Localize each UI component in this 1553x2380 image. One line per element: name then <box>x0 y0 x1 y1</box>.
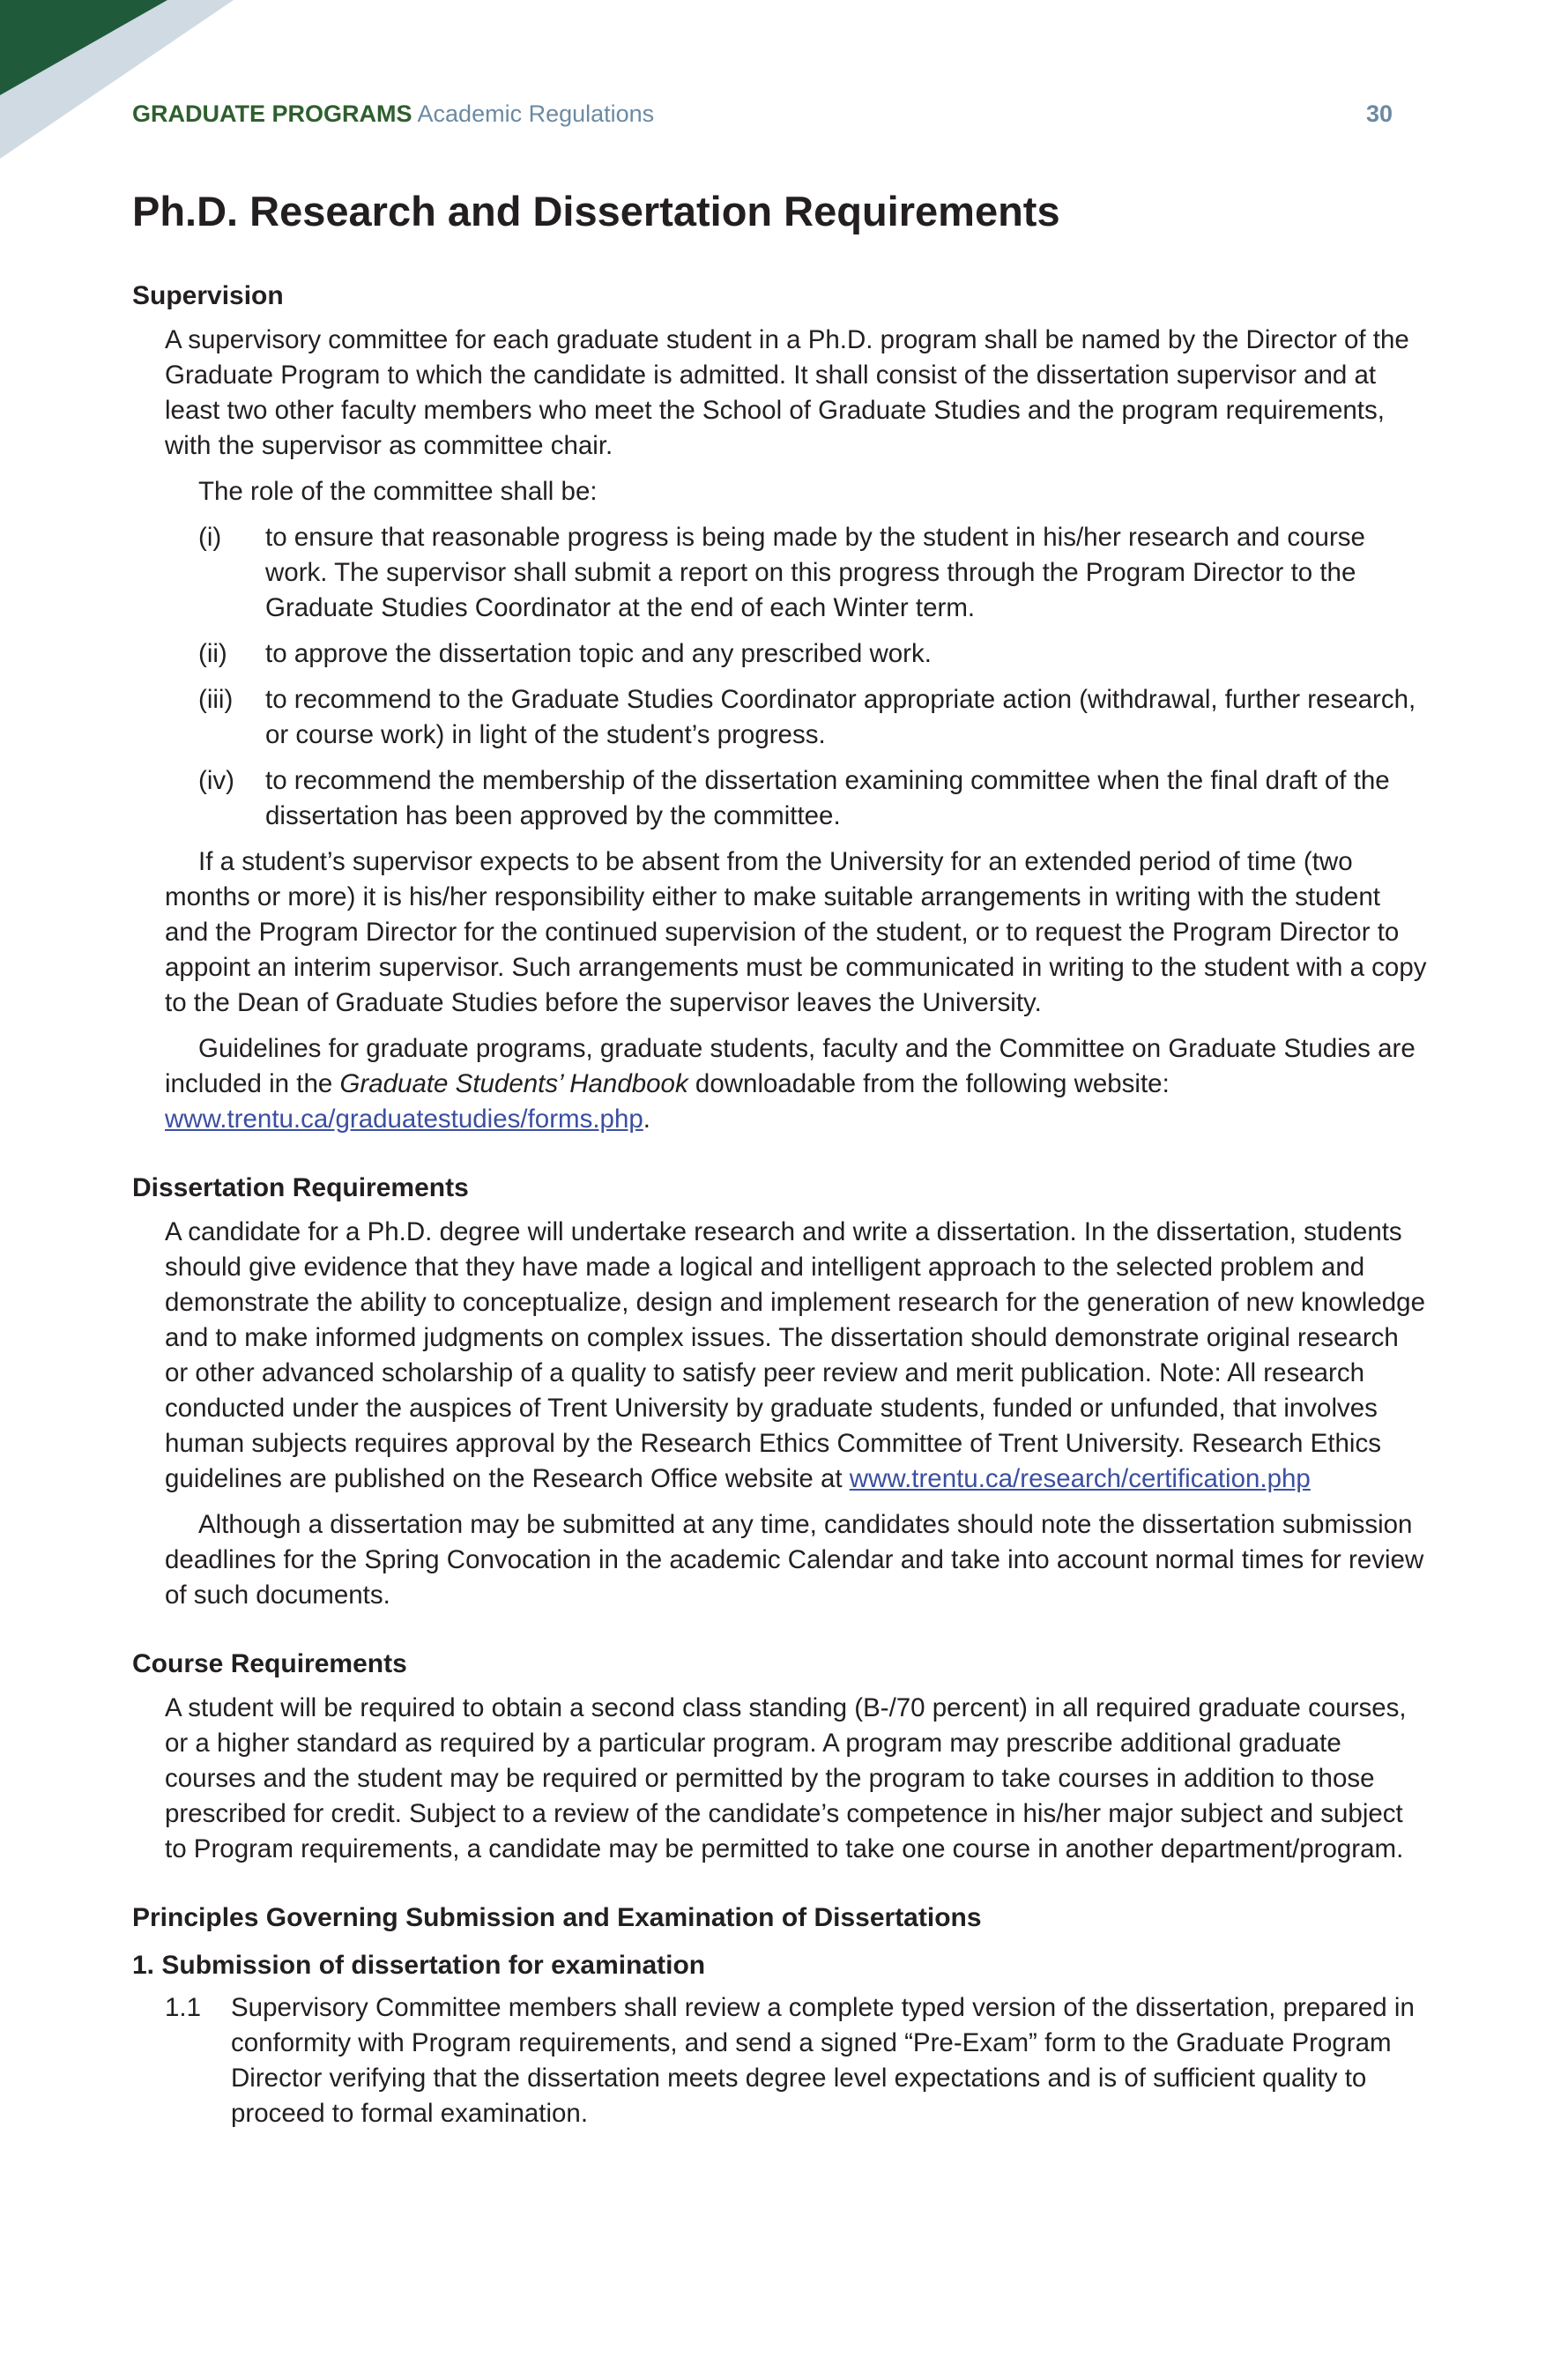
certification-link[interactable]: www.trentu.ca/research/certification.php <box>849 1464 1311 1493</box>
role-marker: (i) <box>198 523 222 552</box>
role-text: to recommend to the Graduate Studies Coordinator appropriate action (withdrawal, further research, or course work) in light of the student’s progress. <box>265 685 1416 749</box>
committee-role-intro: The role of the committee shall be: <box>198 477 598 506</box>
supervision-heading: Supervision <box>132 281 284 310</box>
role-item <box>165 682 1428 753</box>
role-marker: (ii) <box>198 639 227 668</box>
guidelines-period: . <box>643 1104 650 1134</box>
role-text: to approve the dissertation topic and any prescribed work. <box>265 639 932 668</box>
submission-item <box>165 1990 1428 2131</box>
role-marker: (iv) <box>198 766 234 795</box>
supervision-paragraph-1: A supervisory committee for each graduate student in a Ph.D. program shall be named by the Director of the Graduate Program to which the candidate is admitted. It shall consist of the dissertation supervisor and at least two other faculty members who meet the School of Graduate Studies and the program requirements, with the supervisor as committee chair. <box>165 325 1409 460</box>
header-subsection: Academic Regulations <box>417 100 655 127</box>
page-title: Ph.D. Research and Dissertation Requirements <box>132 188 1060 234</box>
role-marker: (iii) <box>198 685 234 714</box>
guidelines-text: Guidelines for graduate programs, graduate students, faculty and the Committee on Graduate Studies are included in the <box>165 1034 1416 1098</box>
page-number: 30 <box>1365 100 1393 127</box>
dissertation-paragraph-1 <box>165 1215 1428 1497</box>
role-text: to ensure that reasonable progress is being made by the student in his/her research and course work. The supervisor shall submit a report on this progress through the Program Director to the Graduate Studies Coordinator at the end of each Winter term. <box>265 523 1365 622</box>
course-paragraph-1: A student will be required to obtain a second class standing (B-/70 percent) in all required graduate courses, or a higher standard as required by a particular program. A program may prescribe additional graduate courses and the student may be required or permitted by the program to take courses in addition to those prescribed for credit. Subject to a review of the candidate’s competence in his/her major subject and subject to Program requirements, a candidate may be permitted to take one course in another department/program. <box>165 1693 1407 1863</box>
dissertation-paragraph-2: Although a dissertation may be submitted at any time, candidates should note the dissertation submission deadlines for the Spring Convocation in the academic Calendar and take into account normal times for review of such documents. <box>165 1510 1424 1610</box>
committee-role-list <box>165 520 1428 834</box>
principles-heading: Principles Governing Submission and Examination of Dissertations <box>132 1903 982 1932</box>
supervision-paragraph-3 <box>165 1031 1428 1137</box>
submission-subheading: 1. Submission of dissertation for examination <box>132 1951 706 1980</box>
header-section: GRADUATE PROGRAMS <box>132 100 412 127</box>
submission-text: Supervisory Committee members shall review a complete typed version of the dissertation, prepared in conformity with Program requirements, and send a signed “Pre-Exam” form to the Graduate Program Director verifying that the dissertation meets degree level expectations and is of sufficient quality to proceed to formal examination. <box>231 1993 1415 2128</box>
forms-link[interactable]: www.trentu.ca/graduatestudies/forms.php <box>165 1104 643 1134</box>
guidelines-text-continued: downloadable from the following website: <box>687 1069 1170 1098</box>
running-header <box>132 99 1393 129</box>
dissertation-text: A candidate for a Ph.D. degree will undertake research and write a dissertation. In the dissertation, students should give evidence that they have made a logical and intelligent approach to the selected problem and demonstrate the ability to conceptualize, design and implement research for the generation of new knowledge and to make informed judgments on complex issues. The dissertation should demonstrate original research or other advanced scholarship of a quality to satisfy peer review and merit publication. Note: All research conducted under the auspices of Trent University by graduate students, funded or unfunded, that involves human subjects requires approval by the Research Ethics Committee of Trent University. Research Ethics guidelines are published on the Research Office website at <box>165 1217 1425 1493</box>
role-item <box>165 636 1428 672</box>
document-body <box>132 279 1428 2142</box>
course-requirements-heading: Course Requirements <box>132 1649 407 1678</box>
dissertation-requirements-heading: Dissertation Requirements <box>132 1173 469 1202</box>
handbook-title: Graduate Students’ Handbook <box>339 1069 688 1098</box>
submission-marker: 1.1 <box>165 1993 202 2022</box>
role-text: to recommend the membership of the dissertation examining committee when the final draft of the dissertation has been approved by the committee. <box>265 766 1390 830</box>
corner-decoration <box>0 0 247 159</box>
submission-list <box>165 1990 1428 2131</box>
supervision-paragraph-2: If a student’s supervisor expects to be absent from the University for an extended period of time (two months or more) it is his/her responsibility either to make suitable arrangements in writing with the student and the Program Director for the continued supervision of the student, or to request the Program Director to appoint an interim supervisor. Such arrangements must be communicated in writing to the student with a copy to the Dean of Graduate Studies before the supervisor leaves the University. <box>165 847 1427 1017</box>
role-item <box>165 763 1428 834</box>
role-item <box>165 520 1428 626</box>
